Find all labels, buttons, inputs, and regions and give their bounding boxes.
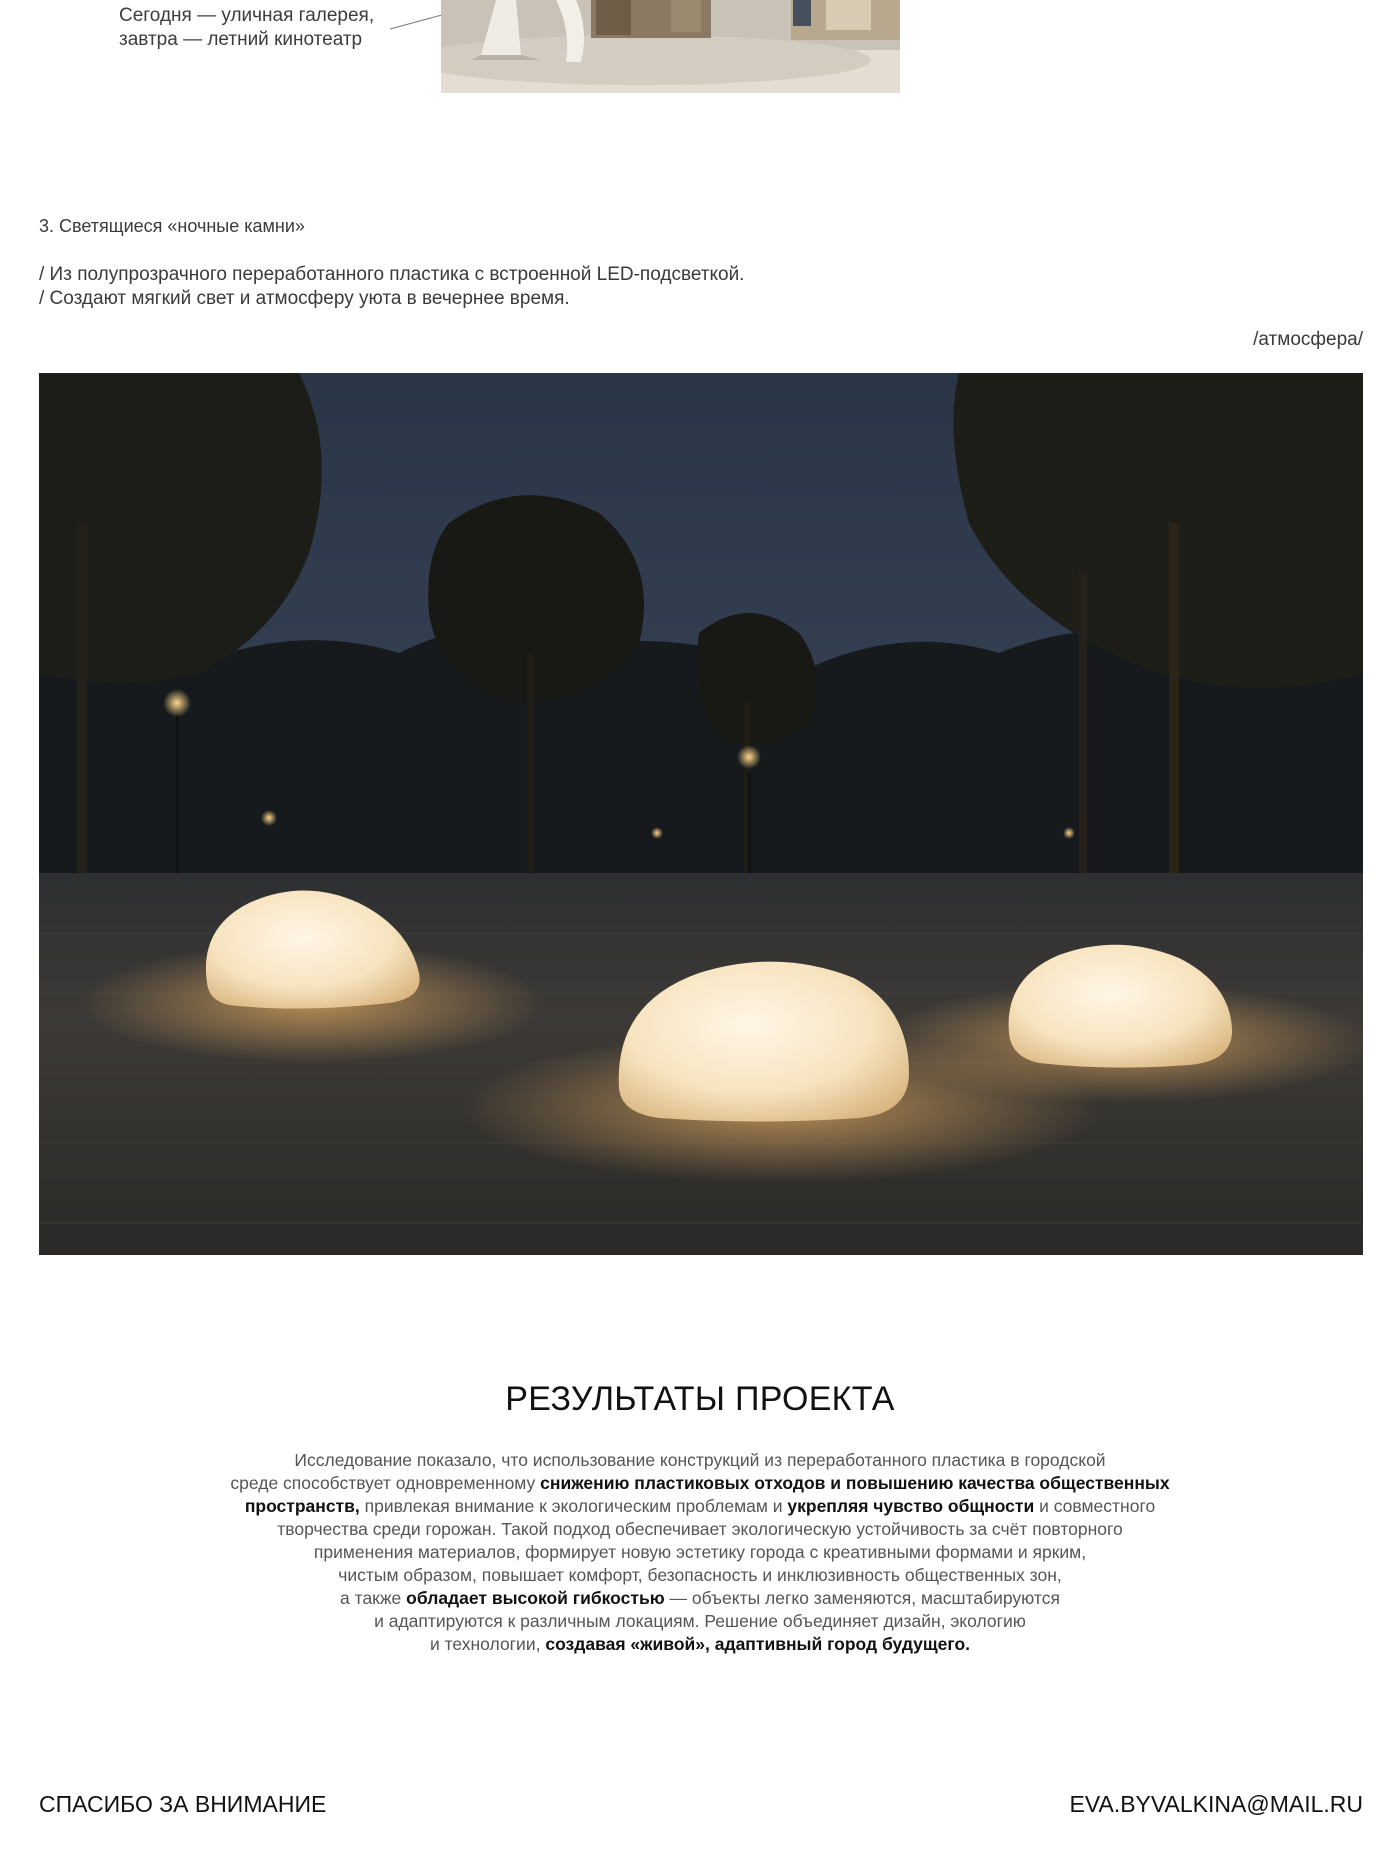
street-gallery-photo — [441, 0, 900, 93]
results-line — [190, 1541, 1210, 1564]
results-text-run: творчества среди горожан. Такой подход обеспечивает экологическую устойчивость за счёт повторного — [277, 1519, 1123, 1539]
contact-email-link[interactable]: EVA.BYVALKINA@MAIL.RU — [1069, 1791, 1363, 1817]
results-text-run: а также — [340, 1588, 407, 1608]
results-title: РЕЗУЛЬТАТЫ ПРОЕКТА — [505, 1380, 895, 1418]
street-gallery-image — [441, 0, 900, 93]
section-line: / Из полупрозрачного переработанного пластика с встроенной LED-подсветкой. — [39, 264, 745, 285]
results-emphasis: обладает высокой гибкостью — [406, 1588, 665, 1608]
night-stones-photo — [39, 373, 1363, 1255]
results-line — [190, 1633, 1210, 1656]
results-text-run: Исследование показало, что использование конструкций из переработанного пластика в городской — [294, 1450, 1106, 1470]
results-text-run: и технологии, — [429, 1634, 546, 1654]
results-text-run: и совместного — [1034, 1496, 1156, 1516]
results-emphasis: создавая «живой», адаптивный город будущего. — [545, 1634, 971, 1654]
atmosphere-tag: /атмосфера/ — [1253, 329, 1363, 350]
results-emphasis: укрепляя чувство общности — [787, 1496, 1035, 1516]
results-line — [190, 1518, 1210, 1541]
section-line: / Создают мягкий свет и атмосферу уюта в вечернее время. — [39, 288, 570, 309]
night-stones-image — [39, 373, 1363, 1255]
top-caption-line: Сегодня — уличная галерея, — [119, 5, 375, 26]
results-line — [190, 1587, 1210, 1610]
results-text-run: чистым образом, повышает комфорт, безопасность и инклюзивность общественных зон, — [338, 1565, 1062, 1585]
top-caption-line: завтра — летний кинотеатр — [119, 29, 363, 50]
results-text-run: и адаптируются к различным локациям. Решение объединяет дизайн, экологию — [374, 1611, 1026, 1631]
results-line — [190, 1495, 1210, 1518]
results-paragraph — [190, 1449, 1210, 1656]
results-emphasis: снижению пластиковых отходов и повышению качества общественных — [540, 1473, 1170, 1493]
section-title: 3. Светящиеся «ночные камни» — [39, 216, 305, 236]
results-line — [190, 1564, 1210, 1587]
results-line — [190, 1610, 1210, 1633]
results-text-run: применения материалов, формирует новую эстетику города с креативными формами и ярким, — [313, 1542, 1087, 1562]
results-text-run: — объекты легко заменяются, масштабируются — [664, 1588, 1060, 1608]
results-text-run: среде способствует одновременному — [230, 1473, 541, 1493]
section-description — [39, 263, 744, 311]
results-text-run: привлекая внимание к экологическим проблемам и — [359, 1496, 788, 1516]
thanks-text: СПАСИБО ЗА ВНИМАНИЕ — [39, 1791, 327, 1817]
results-line — [190, 1449, 1210, 1472]
results-line — [190, 1472, 1210, 1495]
results-emphasis: пространств, — [244, 1496, 360, 1516]
